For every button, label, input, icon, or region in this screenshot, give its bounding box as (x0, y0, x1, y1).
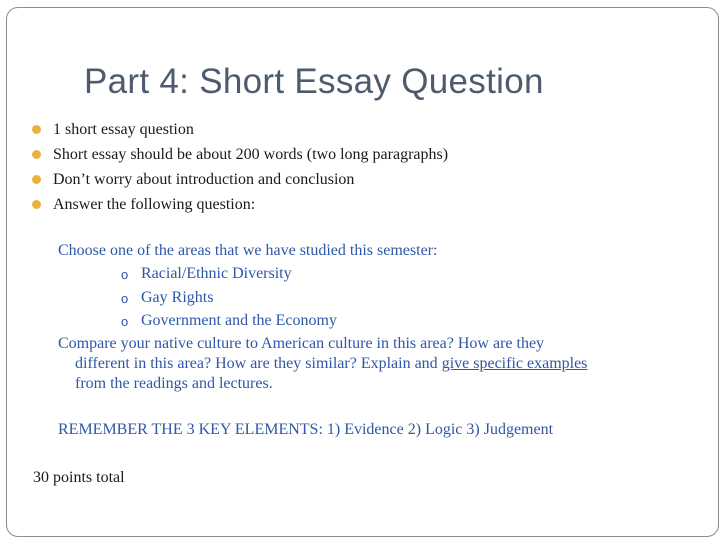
question-intro: Choose one of the areas that we have studied this semester: (58, 242, 438, 259)
area-item: Gay Rights (141, 289, 214, 306)
bullet-dot-icon (32, 125, 41, 134)
compare-line-3: from the readings and lectures. (75, 375, 273, 392)
bullet-text: Answer the following question: (53, 196, 256, 213)
bullet-text: 1 short essay question (53, 121, 194, 138)
area-item: Racial/Ethnic Diversity (141, 265, 292, 282)
compare-line-1: Compare your native culture to American culture in this area? How are they (58, 335, 545, 352)
sub-bullet-icon: o (121, 267, 129, 282)
points-total: 30 points total (33, 469, 125, 486)
compare-line-2-text: different in this area? How are they similar? Explain and (75, 355, 442, 372)
specific-examples-link[interactable]: give specific examples (441, 355, 588, 372)
bullet-dot-icon (32, 150, 41, 159)
bullet-dot-icon (32, 175, 41, 184)
remember-elements: REMEMBER THE 3 KEY ELEMENTS: 1) Evidence 2) Logic 3) Judgement (58, 421, 554, 438)
bullet-text: Short essay should be about 200 words (two long paragraphs) (53, 146, 449, 163)
area-item: Government and the Economy (141, 312, 337, 329)
sub-bullet-icon: o (121, 314, 129, 329)
sub-bullet-icon: o (121, 291, 129, 306)
slide-title: Part 4: Short Essay Question (84, 62, 544, 101)
bullet-text: Don’t worry about introduction and conclusion (53, 171, 355, 188)
bullet-dot-icon (32, 200, 41, 209)
compare-line-2 (75, 355, 587, 373)
